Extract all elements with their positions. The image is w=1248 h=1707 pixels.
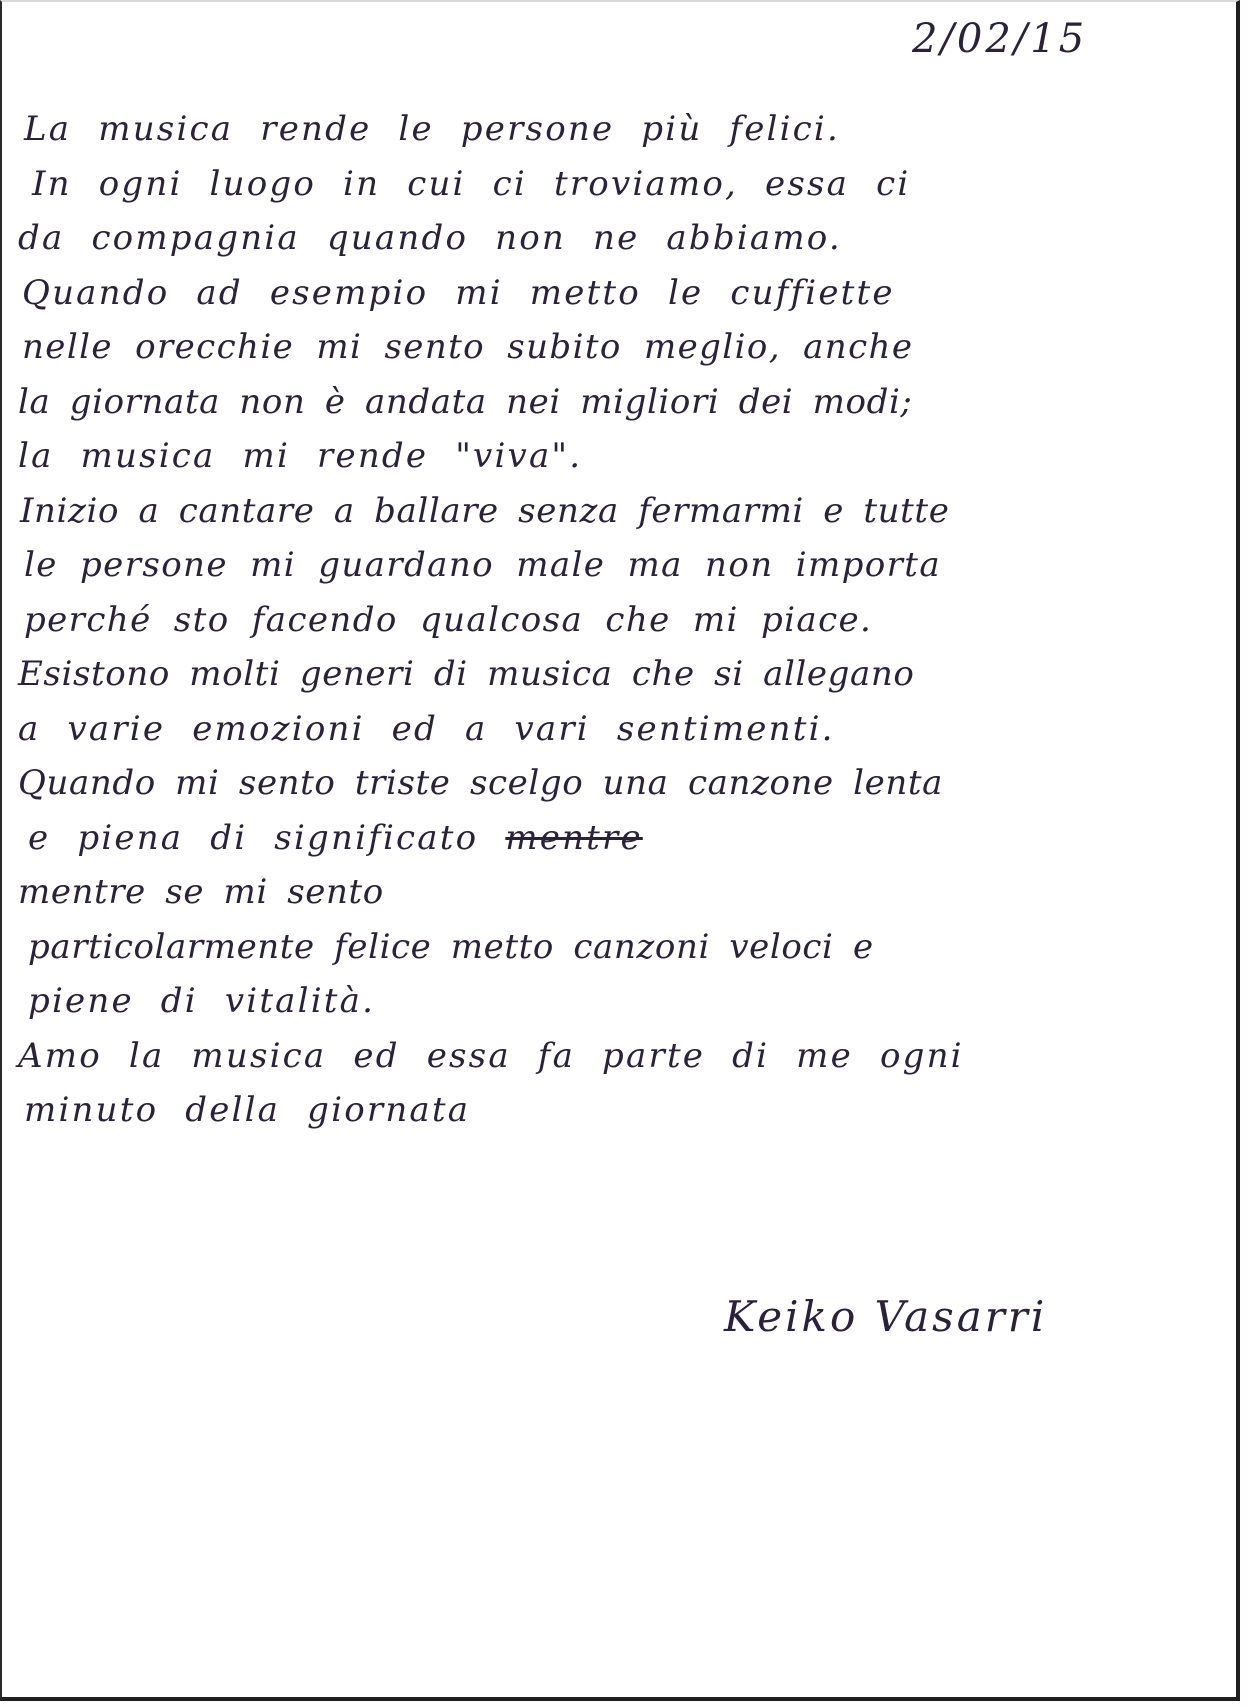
text-line: Quando ad esempio mi metto le cuffiette [22, 272, 895, 313]
crossed-out-word: mentre [505, 817, 643, 858]
text-segment: mentre se mi sento [18, 872, 384, 912]
text-line: In ogni luogo in cui ci troviamo, essa ci [32, 163, 911, 204]
text-line: La musica rende le persone più felici. [24, 109, 841, 149]
handwritten-text [18, 102, 1228, 1138]
date: 2/02/15 [912, 16, 1088, 62]
text-line: le persone mi guardano male ma non importa [24, 545, 942, 585]
text-line: a varie emozioni ed a vari sentimenti. [18, 708, 835, 749]
text-line: perché sto facendo qualcosa che mi piace. [24, 599, 873, 640]
signature: Keiko Vasarri [724, 1292, 1048, 1341]
text-line: Inizio a cantare a ballare senza fermarmi e tutte [20, 490, 950, 531]
text-line [18, 811, 1228, 866]
text-line [18, 865, 1228, 920]
text-line: Esistono molti generi di musica che si allegano [18, 654, 915, 694]
text-line: Amo la musica ed essa fa parte di me ogni [18, 1035, 964, 1076]
text-line: Quando mi sento triste scelgo una canzone lenta [18, 763, 943, 803]
text-line: da compagnia quando non ne abbiamo. [18, 218, 842, 258]
text-line: piene di vitalità. [28, 981, 376, 1021]
text-line: nelle orecchie mi sento subito meglio, anche [22, 327, 914, 367]
text-line: minuto della giornata [24, 1090, 471, 1130]
text-line: particolarmente felice metto canzoni veloci e [28, 926, 874, 967]
text-segment: e piena di significato [28, 817, 479, 858]
text-line: la giornata non è andata nei migliori dei modi; [18, 381, 913, 422]
text-line: la musica mi rende "viva". [18, 436, 583, 476]
